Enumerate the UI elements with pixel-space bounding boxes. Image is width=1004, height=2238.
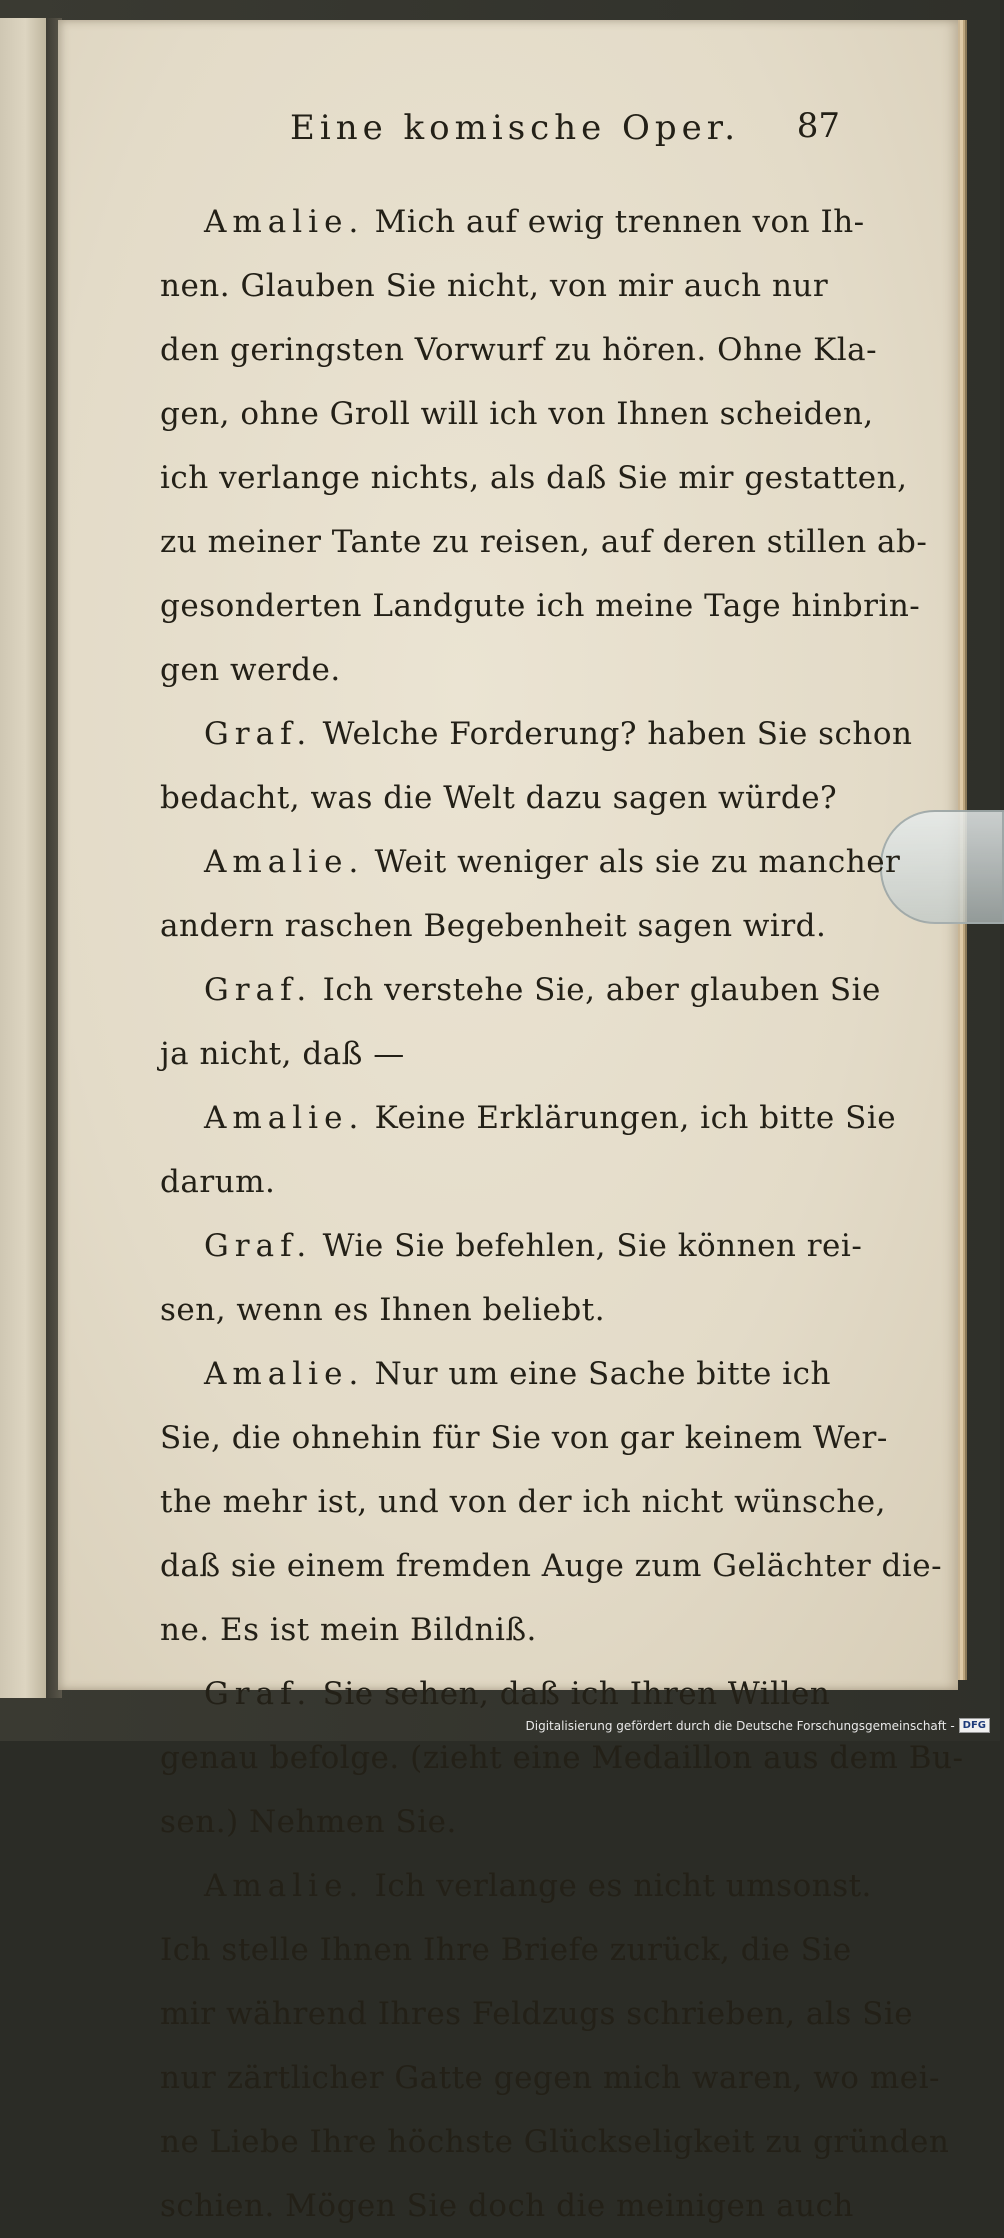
text-line bbox=[160, 1022, 850, 1086]
text-line bbox=[160, 318, 878, 382]
line-text: Sie, die ohnehin für Sie von gar keinem Wer- bbox=[160, 1420, 888, 1456]
page-number: 87 bbox=[796, 106, 840, 146]
line-text: ne Liebe Ihre höchste Glückseligkeit zu gründen bbox=[160, 2124, 950, 2160]
text-line bbox=[160, 1598, 850, 1662]
credit-text: Digitalisierung gefördert durch die Deutsche Forschungsgemeinschaft - bbox=[525, 1718, 955, 1733]
line-text: Weit weniger als sie zu mancher bbox=[374, 844, 901, 880]
line-text: nur zärtlicher Gatte gegen mich waren, wo mei- bbox=[160, 2060, 940, 2096]
text-line bbox=[160, 1982, 914, 2046]
speaker-name: Amalie. bbox=[204, 844, 365, 880]
text-line bbox=[160, 382, 874, 446]
line-text: Nur um eine Sache bitte ich bbox=[374, 1356, 831, 1392]
line-text: ich verlange nichts, als daß Sie mir gestatten, bbox=[160, 460, 908, 496]
line-text: mir während Ihres Feldzugs schrieben, als Sie bbox=[160, 1996, 914, 2032]
speaker-name: Amalie. bbox=[204, 1868, 365, 1904]
speaker-name: Graf. bbox=[204, 1676, 313, 1712]
speaker-name: Amalie. bbox=[204, 1356, 365, 1392]
line-text: gen werde. bbox=[160, 652, 341, 688]
text-line bbox=[160, 1470, 886, 1534]
text-line bbox=[160, 766, 850, 830]
text-line bbox=[160, 2110, 950, 2174]
line-text: gesonderten Landgute ich meine Tage hinbrin- bbox=[160, 588, 921, 624]
speaker-name: Amalie. bbox=[204, 1100, 365, 1136]
line-text: sen.) Nehmen Sie. bbox=[160, 1804, 457, 1840]
line-text: gen, ohne Groll will ich von Ihnen scheiden, bbox=[160, 396, 874, 432]
line-text: Wie Sie befehlen, Sie können rei- bbox=[322, 1228, 863, 1264]
line-text: Ich verlange es nicht umsonst. bbox=[374, 1868, 872, 1904]
text-line bbox=[160, 1918, 850, 1982]
text-line bbox=[160, 446, 908, 510]
running-title: Eine komische Oper. bbox=[290, 108, 741, 148]
text-line bbox=[160, 1278, 850, 1342]
text-line bbox=[160, 1150, 850, 1214]
page-header bbox=[160, 100, 850, 160]
line-text: ne. Es ist mein Bildniß. bbox=[160, 1612, 537, 1648]
text-line bbox=[160, 1662, 850, 1726]
line-text: daß sie einem fremden Auge zum Gelächter die- bbox=[160, 1548, 943, 1584]
line-text: sen, wenn es Ihnen beliebt. bbox=[160, 1292, 606, 1328]
dfg-logo: DFG bbox=[959, 1718, 990, 1733]
speaker-name: Graf. bbox=[204, 1228, 313, 1264]
line-text: darum. bbox=[160, 1164, 276, 1200]
line-text: Ich verstehe Sie, aber glauben Sie bbox=[322, 972, 881, 1008]
text-line bbox=[160, 1342, 850, 1406]
text-line bbox=[160, 1086, 897, 1150]
line-text: Keine Erklärungen, ich bitte Sie bbox=[374, 1100, 897, 1136]
text-line bbox=[160, 1726, 964, 1790]
line-text: andern raschen Begebenheit sagen wird. bbox=[160, 908, 827, 944]
line-text: Mich auf ewig trennen von Ih- bbox=[374, 204, 865, 240]
line-text: nen. Glauben Sie nicht, von mir auch nur bbox=[160, 268, 829, 304]
text-line bbox=[160, 1406, 888, 1470]
text-line bbox=[160, 510, 928, 574]
speaker-name: Graf. bbox=[204, 972, 313, 1008]
line-text: ja nicht, daß — bbox=[160, 1036, 405, 1072]
line-text: genau befolge. (zieht eine Medaillon aus dem Bu- bbox=[160, 1740, 964, 1776]
line-text: schien. Mögen Sie doch die meinigen auch bbox=[160, 2188, 854, 2224]
speaker-name: Graf. bbox=[204, 716, 313, 752]
text-line bbox=[160, 1534, 943, 1598]
line-text: bedacht, was die Welt dazu sagen würde? bbox=[160, 780, 838, 816]
text-line bbox=[160, 702, 913, 766]
text-line bbox=[160, 190, 865, 254]
text-line bbox=[160, 574, 921, 638]
speaker-name: Amalie. bbox=[204, 204, 365, 240]
line-text: Ich stelle Ihnen Ihre Briefe zurück, die Sie bbox=[160, 1932, 852, 1968]
text-line bbox=[160, 830, 901, 894]
line-text: zu meiner Tante zu reisen, auf deren stillen ab- bbox=[160, 524, 928, 560]
text-line bbox=[160, 894, 850, 958]
text-line bbox=[160, 2174, 854, 2238]
text-line bbox=[160, 958, 881, 1022]
text-line bbox=[160, 1214, 863, 1278]
text-line bbox=[160, 254, 850, 318]
line-text: Sie sehen, daß ich Ihren Willen bbox=[322, 1676, 831, 1712]
digitization-credit bbox=[526, 1718, 991, 1733]
text-lines bbox=[160, 190, 964, 2238]
text-line bbox=[160, 2046, 940, 2110]
line-text: the mehr ist, und von der ich nicht wünsche, bbox=[160, 1484, 886, 1520]
text-line bbox=[160, 1854, 872, 1918]
line-text: Welche Forderung? haben Sie schon bbox=[322, 716, 913, 752]
page-text-block bbox=[160, 100, 964, 2238]
line-text: den geringsten Vorwurf zu hören. Ohne Kla- bbox=[160, 332, 878, 368]
facing-page-edge bbox=[0, 18, 48, 1698]
text-line bbox=[160, 1790, 850, 1854]
text-line bbox=[160, 638, 850, 702]
